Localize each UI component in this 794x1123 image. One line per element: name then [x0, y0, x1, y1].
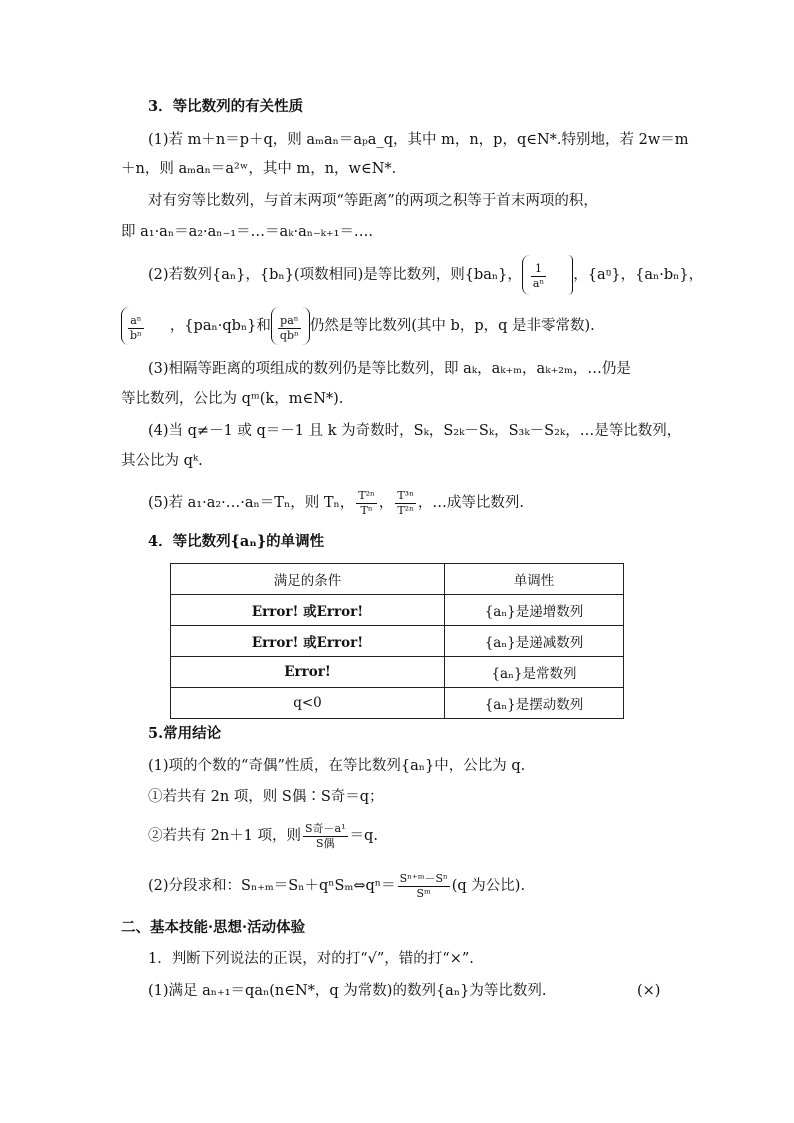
table-cell-condition: q<0 [171, 688, 445, 719]
property-1-line-2: ＋n，则 aₘaₙ＝a²ʷ，其中 m，n，w∈N*. [121, 161, 397, 177]
pq-numerator: paⁿ [278, 314, 301, 329]
t-ratio-1-numerator: T²ⁿ [358, 488, 375, 502]
segment-denominator: Sᵐ [416, 886, 431, 900]
property-2-line-1 [148, 255, 703, 295]
ratio-numerator: aⁿ [130, 313, 142, 327]
property-3-line-1: (3)相隔等距离的项组成的数列仍是等比数列，即 aₖ，aₖ₊ₘ，aₖ₊₂ₘ，…仍是 [148, 361, 631, 377]
table-cell-condition: Error! [171, 657, 445, 688]
odd-denominator: S偶 [316, 836, 335, 850]
reciprocal-brace [522, 255, 568, 295]
monotonicity-table [170, 563, 624, 719]
part-2-heading: 二、基本技能·思想·活动体验 [121, 919, 306, 936]
property-5-prefix: (5)若 a₁·a₂·…·aₙ＝Tₙ，则 Tₙ， [148, 495, 355, 511]
property-1-line-3: 对有穷等比数列，与首末两项“等距离”的两项之积等于首末两项的积， [148, 193, 598, 209]
property-5-sep: ， [378, 495, 394, 511]
table-cell-monotonicity: {aₙ}是递增数列 [445, 595, 624, 626]
pq-denominator: qbⁿ [279, 328, 299, 342]
table-cell-monotonicity: {aₙ}是常数列 [445, 657, 624, 688]
segment-numerator: Sⁿ⁺ᵐ－Sⁿ [399, 871, 448, 885]
property-4-line-1: (4)当 q≠－1 或 q＝－1 且 k 为奇数时，Sₖ，S₂ₖ－Sₖ，S₃ₖ－S₂ₖ，…是等比数列， [148, 423, 682, 439]
table-cell-monotonicity: {aₙ}是摆动数列 [445, 688, 624, 719]
question-1-item-1: (1)满足 aₙ₊₁＝qaₙ(n∈N*，q 为常数)的数列{aₙ}为等比数列. [148, 983, 547, 999]
conclusion-1: (1)项的个数的“奇偶”性质，在等比数列{aₙ}中，公比为 q. [148, 758, 526, 774]
fraction-denominator: aⁿ [532, 277, 545, 290]
ratio-brace [121, 307, 170, 345]
conclusion-1-odd [148, 816, 378, 856]
fraction-numerator: 1 [531, 262, 546, 277]
segment-suffix: (q 为公比). [451, 878, 526, 894]
table-row [171, 657, 624, 688]
t-ratio-1-denominator: Tⁿ [360, 503, 373, 517]
question-1: 1．判断下列说法的正误，对的打“√”，错的打“×”. [148, 951, 474, 967]
odd-numerator: S奇－a¹ [305, 821, 346, 835]
table-row [171, 688, 624, 719]
property-4-line-2: 其公比为 qᵏ. [121, 453, 203, 469]
property-2-line-2 [121, 306, 595, 346]
t-ratio-2-numerator: T³ⁿ [397, 488, 414, 502]
property-2-mid: ，{paₙ·qbₙ}和 [169, 318, 271, 334]
odd-prefix: ②若共有 2n＋1 项，则 [148, 828, 302, 844]
property-2-after: ，{aᵑ}，{aₙ·bₙ}， [573, 267, 704, 283]
table-cell-monotonicity: {aₙ}是递减数列 [445, 626, 624, 657]
table-row [171, 595, 624, 626]
section-5-heading: 5.常用结论 [148, 725, 222, 742]
property-1-line-4: 即 a₁·aₙ＝a₂·aₙ₋₁＝…＝aₖ·aₙ₋ₖ₊₁＝…. [121, 224, 374, 240]
conclusion-1-even: ①若共有 2n 项，则 S偶∶S奇＝q； [148, 789, 384, 805]
pq-ratio-brace [271, 307, 310, 345]
property-2-end: 仍然是等比数列(其中 b，p，q 是非零常数). [309, 318, 595, 334]
segment-prefix: (2)分段求和：Sₙ₊ₘ＝Sₙ＋qⁿSₘ⇔qⁿ＝ [148, 878, 396, 894]
property-3-line-2: 等比数列，公比为 qᵐ(k，m∈N*). [121, 391, 344, 407]
property-1-line-1: (1)若 m＋n＝p＋q，则 aₘaₙ＝aₚa_q，其中 m，n，p，q∈N*.特别地，若 2w＝m [148, 132, 689, 148]
property-5-line [148, 483, 524, 523]
answer-mark: (×) [637, 983, 661, 999]
odd-suffix: ＝q. [349, 828, 378, 844]
table-header-monotonicity: 单调性 [445, 564, 624, 595]
table-header-row [171, 564, 624, 595]
section-3-heading: 3．等比数列的有关性质 [148, 98, 304, 115]
ratio-denominator: bⁿ [130, 328, 142, 342]
property-5-suffix: ，…成等比数列. [417, 495, 524, 511]
table-cell-condition: Error! 或Error! [171, 595, 445, 626]
property-2-prefix: (2)若数列{aₙ}，{bₙ}(项数相同)是等比数列，则{baₙ}， [148, 267, 522, 283]
conclusion-2 [148, 866, 525, 906]
table-row [171, 626, 624, 657]
t-ratio-2-denominator: T²ⁿ [397, 503, 414, 517]
section-4-heading: 4．等比数列{aₙ}的单调性 [148, 533, 325, 550]
table-cell-condition: Error! 或Error! [171, 626, 445, 657]
table-header-condition: 满足的条件 [171, 564, 445, 595]
